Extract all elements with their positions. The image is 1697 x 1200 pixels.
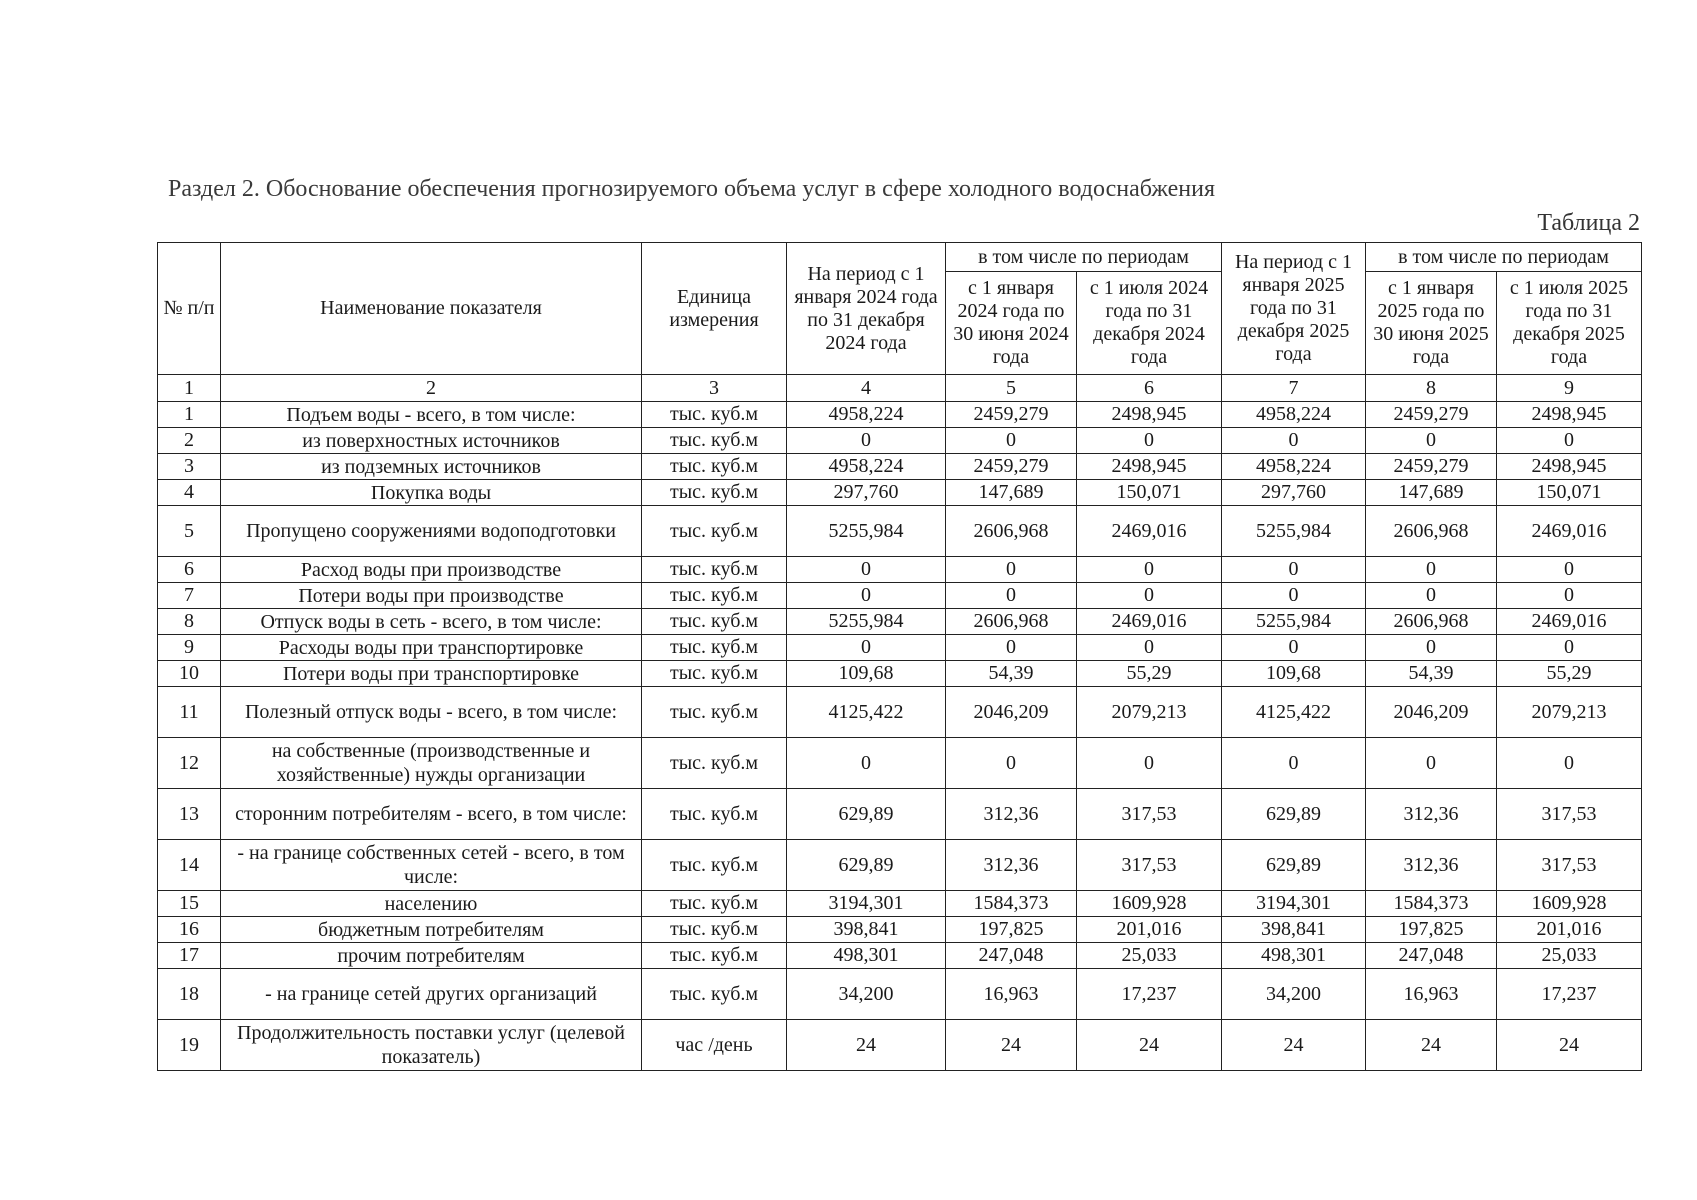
table-row bbox=[158, 738, 1642, 789]
column-number: 4 bbox=[787, 375, 946, 402]
value-cell: 2606,968 bbox=[946, 506, 1077, 557]
table-row bbox=[158, 454, 1642, 480]
section-title: Раздел 2. Обоснование обеспечения прогнозируемого объема услуг в сфере холодного водоснабжения bbox=[168, 176, 1215, 202]
value-cell: 1609,928 bbox=[1077, 891, 1222, 917]
indicator-name: на собственные (производственные и хозяйственные) нужды организации bbox=[221, 738, 642, 789]
value-cell: 0 bbox=[1077, 583, 1222, 609]
unit: тыс. куб.м bbox=[642, 661, 787, 687]
value-cell: 0 bbox=[1077, 557, 1222, 583]
value-cell: 34,200 bbox=[787, 969, 946, 1020]
value-cell: 312,36 bbox=[946, 789, 1077, 840]
value-cell: 2469,016 bbox=[1077, 506, 1222, 557]
value-cell: 109,68 bbox=[787, 661, 946, 687]
value-cell: 0 bbox=[1222, 428, 1366, 454]
indicator-name: населению bbox=[221, 891, 642, 917]
value-cell: 0 bbox=[1497, 428, 1642, 454]
value-cell: 2606,968 bbox=[1366, 609, 1497, 635]
value-cell: 2498,945 bbox=[1497, 454, 1642, 480]
indicator-name: бюджетным потребителям bbox=[221, 917, 642, 943]
value-cell: 629,89 bbox=[787, 840, 946, 891]
value-cell: 197,825 bbox=[1366, 917, 1497, 943]
column-number: 1 bbox=[158, 375, 221, 402]
value-cell: 629,89 bbox=[1222, 840, 1366, 891]
unit: тыс. куб.м bbox=[642, 969, 787, 1020]
table-row bbox=[158, 1020, 1642, 1071]
table-row bbox=[158, 609, 1642, 635]
row-number: 10 bbox=[158, 661, 221, 687]
value-cell: 0 bbox=[1077, 428, 1222, 454]
column-numbers-row bbox=[158, 375, 1642, 402]
table-row bbox=[158, 969, 1642, 1020]
unit: тыс. куб.м bbox=[642, 557, 787, 583]
value-cell: 24 bbox=[1497, 1020, 1642, 1071]
indicator-name: - на границе собственных сетей - всего, в том числе: bbox=[221, 840, 642, 891]
indicator-name: из поверхностных источников bbox=[221, 428, 642, 454]
table-row bbox=[158, 428, 1642, 454]
value-cell: 2459,279 bbox=[946, 454, 1077, 480]
value-cell: 2459,279 bbox=[1366, 402, 1497, 428]
value-cell: 2606,968 bbox=[946, 609, 1077, 635]
table-row bbox=[158, 891, 1642, 917]
indicator-name: из подземных источников bbox=[221, 454, 642, 480]
unit: тыс. куб.м bbox=[642, 943, 787, 969]
indicator-name: Потери воды при транспортировке bbox=[221, 661, 642, 687]
value-cell: 0 bbox=[1222, 583, 1366, 609]
value-cell: 55,29 bbox=[1497, 661, 1642, 687]
value-cell: 2046,209 bbox=[1366, 687, 1497, 738]
value-cell: 629,89 bbox=[1222, 789, 1366, 840]
value-cell: 0 bbox=[787, 635, 946, 661]
row-number: 9 bbox=[158, 635, 221, 661]
value-cell: 247,048 bbox=[946, 943, 1077, 969]
indicator-name: Расходы воды при транспортировке bbox=[221, 635, 642, 661]
value-cell: 317,53 bbox=[1077, 789, 1222, 840]
water-supply-table bbox=[157, 242, 1642, 1071]
header-period-2025: На период с 1 января 2025 года по 31 декабря 2025 года bbox=[1222, 243, 1366, 375]
row-number: 7 bbox=[158, 583, 221, 609]
table-row bbox=[158, 635, 1642, 661]
column-number: 5 bbox=[946, 375, 1077, 402]
header-period-2024: На период с 1 января 2024 года по 31 декабря 2024 года bbox=[787, 243, 946, 375]
value-cell: 2046,209 bbox=[946, 687, 1077, 738]
value-cell: 4958,224 bbox=[1222, 454, 1366, 480]
row-number: 6 bbox=[158, 557, 221, 583]
value-cell: 0 bbox=[787, 738, 946, 789]
row-number: 1 bbox=[158, 402, 221, 428]
value-cell: 317,53 bbox=[1077, 840, 1222, 891]
value-cell: 2498,945 bbox=[1077, 454, 1222, 480]
row-number: 18 bbox=[158, 969, 221, 1020]
value-cell: 34,200 bbox=[1222, 969, 1366, 1020]
indicator-name: Продолжительность поставки услуг (целевой показатель) bbox=[221, 1020, 642, 1071]
value-cell: 150,071 bbox=[1497, 480, 1642, 506]
value-cell: 0 bbox=[1497, 557, 1642, 583]
unit: час /день bbox=[642, 1020, 787, 1071]
value-cell: 150,071 bbox=[1077, 480, 1222, 506]
value-cell: 2469,016 bbox=[1497, 506, 1642, 557]
header-h1-2024: с 1 января 2024 года по 30 июня 2024 года bbox=[946, 272, 1077, 375]
unit: тыс. куб.м bbox=[642, 402, 787, 428]
value-cell: 1584,373 bbox=[1366, 891, 1497, 917]
value-cell: 0 bbox=[1366, 557, 1497, 583]
value-cell: 1609,928 bbox=[1497, 891, 1642, 917]
value-cell: 0 bbox=[1366, 428, 1497, 454]
column-number: 2 bbox=[221, 375, 642, 402]
unit: тыс. куб.м bbox=[642, 480, 787, 506]
indicator-name: - на границе сетей других организаций bbox=[221, 969, 642, 1020]
header-h1-2025: с 1 января 2025 года по 30 июня 2025 года bbox=[1366, 272, 1497, 375]
value-cell: 0 bbox=[1366, 738, 1497, 789]
value-cell: 498,301 bbox=[787, 943, 946, 969]
row-number: 11 bbox=[158, 687, 221, 738]
header-h2-2024: с 1 июля 2024 года по 31 декабря 2024 года bbox=[1077, 272, 1222, 375]
value-cell: 0 bbox=[946, 583, 1077, 609]
value-cell: 24 bbox=[1077, 1020, 1222, 1071]
value-cell: 2469,016 bbox=[1497, 609, 1642, 635]
value-cell: 247,048 bbox=[1366, 943, 1497, 969]
row-number: 3 bbox=[158, 454, 221, 480]
unit: тыс. куб.м bbox=[642, 891, 787, 917]
table-row bbox=[158, 583, 1642, 609]
header-h2-2025: с 1 июля 2025 года по 31 декабря 2025 года bbox=[1497, 272, 1642, 375]
value-cell: 0 bbox=[1222, 635, 1366, 661]
value-cell: 398,841 bbox=[787, 917, 946, 943]
value-cell: 4958,224 bbox=[787, 402, 946, 428]
indicator-name: Отпуск воды в сеть - всего, в том числе: bbox=[221, 609, 642, 635]
value-cell: 3194,301 bbox=[787, 891, 946, 917]
row-number: 8 bbox=[158, 609, 221, 635]
table-row bbox=[158, 789, 1642, 840]
unit: тыс. куб.м bbox=[642, 789, 787, 840]
value-cell: 2498,945 bbox=[1077, 402, 1222, 428]
table-label: Таблица 2 bbox=[1537, 210, 1640, 236]
value-cell: 0 bbox=[1077, 635, 1222, 661]
value-cell: 0 bbox=[1497, 738, 1642, 789]
value-cell: 2079,213 bbox=[1497, 687, 1642, 738]
row-number: 13 bbox=[158, 789, 221, 840]
table-body bbox=[158, 375, 1642, 1071]
table-row bbox=[158, 402, 1642, 428]
unit: тыс. куб.м bbox=[642, 917, 787, 943]
indicator-name: прочим потребителям bbox=[221, 943, 642, 969]
value-cell: 297,760 bbox=[1222, 480, 1366, 506]
value-cell: 25,033 bbox=[1077, 943, 1222, 969]
table-row bbox=[158, 506, 1642, 557]
value-cell: 5255,984 bbox=[1222, 609, 1366, 635]
column-number: 9 bbox=[1497, 375, 1642, 402]
value-cell: 197,825 bbox=[946, 917, 1077, 943]
table-row bbox=[158, 917, 1642, 943]
value-cell: 16,963 bbox=[946, 969, 1077, 1020]
column-number: 8 bbox=[1366, 375, 1497, 402]
value-cell: 312,36 bbox=[1366, 840, 1497, 891]
table-row bbox=[158, 687, 1642, 738]
value-cell: 0 bbox=[1366, 635, 1497, 661]
value-cell: 16,963 bbox=[1366, 969, 1497, 1020]
value-cell: 54,39 bbox=[1366, 661, 1497, 687]
unit: тыс. куб.м bbox=[642, 687, 787, 738]
value-cell: 24 bbox=[946, 1020, 1077, 1071]
column-number: 7 bbox=[1222, 375, 1366, 402]
value-cell: 5255,984 bbox=[787, 609, 946, 635]
value-cell: 0 bbox=[946, 635, 1077, 661]
unit: тыс. куб.м bbox=[642, 506, 787, 557]
header-incl-periods-2025: в том числе по периодам bbox=[1366, 243, 1642, 272]
value-cell: 0 bbox=[1222, 738, 1366, 789]
indicator-name: Пропущено сооружениями водоподготовки bbox=[221, 506, 642, 557]
value-cell: 0 bbox=[787, 583, 946, 609]
value-cell: 0 bbox=[1366, 583, 1497, 609]
value-cell: 2459,279 bbox=[1366, 454, 1497, 480]
value-cell: 24 bbox=[1366, 1020, 1497, 1071]
row-number: 2 bbox=[158, 428, 221, 454]
row-number: 15 bbox=[158, 891, 221, 917]
value-cell: 54,39 bbox=[946, 661, 1077, 687]
indicator-name: Подъем воды - всего, в том числе: bbox=[221, 402, 642, 428]
indicator-name: Покупка воды bbox=[221, 480, 642, 506]
row-number: 4 bbox=[158, 480, 221, 506]
header-incl-periods-2024: в том числе по периодам bbox=[946, 243, 1222, 272]
value-cell: 4125,422 bbox=[1222, 687, 1366, 738]
value-cell: 0 bbox=[1077, 738, 1222, 789]
value-cell: 1584,373 bbox=[946, 891, 1077, 917]
row-number: 16 bbox=[158, 917, 221, 943]
value-cell: 17,237 bbox=[1497, 969, 1642, 1020]
indicator-name: Расход воды при производстве bbox=[221, 557, 642, 583]
value-cell: 2079,213 bbox=[1077, 687, 1222, 738]
value-cell: 0 bbox=[946, 428, 1077, 454]
value-cell: 109,68 bbox=[1222, 661, 1366, 687]
value-cell: 498,301 bbox=[1222, 943, 1366, 969]
table-row bbox=[158, 480, 1642, 506]
table-row bbox=[158, 840, 1642, 891]
value-cell: 5255,984 bbox=[787, 506, 946, 557]
row-number: 5 bbox=[158, 506, 221, 557]
header-num: № п/п bbox=[158, 243, 221, 375]
unit: тыс. куб.м bbox=[642, 428, 787, 454]
table-row bbox=[158, 557, 1642, 583]
unit: тыс. куб.м bbox=[642, 609, 787, 635]
value-cell: 0 bbox=[787, 557, 946, 583]
value-cell: 629,89 bbox=[787, 789, 946, 840]
value-cell: 4958,224 bbox=[1222, 402, 1366, 428]
value-cell: 0 bbox=[1497, 635, 1642, 661]
table-row bbox=[158, 661, 1642, 687]
row-number: 12 bbox=[158, 738, 221, 789]
unit: тыс. куб.м bbox=[642, 583, 787, 609]
value-cell: 24 bbox=[787, 1020, 946, 1071]
value-cell: 398,841 bbox=[1222, 917, 1366, 943]
value-cell: 2498,945 bbox=[1497, 402, 1642, 428]
unit: тыс. куб.м bbox=[642, 840, 787, 891]
indicator-name: Полезный отпуск воды - всего, в том числе: bbox=[221, 687, 642, 738]
value-cell: 17,237 bbox=[1077, 969, 1222, 1020]
value-cell: 24 bbox=[1222, 1020, 1366, 1071]
value-cell: 147,689 bbox=[946, 480, 1077, 506]
value-cell: 317,53 bbox=[1497, 840, 1642, 891]
value-cell: 201,016 bbox=[1497, 917, 1642, 943]
header-unit: Единица измерения bbox=[642, 243, 787, 375]
value-cell: 312,36 bbox=[946, 840, 1077, 891]
value-cell: 4958,224 bbox=[787, 454, 946, 480]
value-cell: 147,689 bbox=[1366, 480, 1497, 506]
table-row bbox=[158, 943, 1642, 969]
value-cell: 0 bbox=[946, 738, 1077, 789]
unit: тыс. куб.м bbox=[642, 454, 787, 480]
indicator-name: сторонним потребителям - всего, в том числе: bbox=[221, 789, 642, 840]
value-cell: 201,016 bbox=[1077, 917, 1222, 943]
row-number: 19 bbox=[158, 1020, 221, 1071]
value-cell: 0 bbox=[1497, 583, 1642, 609]
value-cell: 55,29 bbox=[1077, 661, 1222, 687]
value-cell: 25,033 bbox=[1497, 943, 1642, 969]
header-name: Наименование показателя bbox=[221, 243, 642, 375]
value-cell: 0 bbox=[1222, 557, 1366, 583]
value-cell: 5255,984 bbox=[1222, 506, 1366, 557]
unit: тыс. куб.м bbox=[642, 738, 787, 789]
column-number: 3 bbox=[642, 375, 787, 402]
value-cell: 317,53 bbox=[1497, 789, 1642, 840]
value-cell: 0 bbox=[787, 428, 946, 454]
value-cell: 2459,279 bbox=[946, 402, 1077, 428]
value-cell: 297,760 bbox=[787, 480, 946, 506]
value-cell: 2469,016 bbox=[1077, 609, 1222, 635]
unit: тыс. куб.м bbox=[642, 635, 787, 661]
value-cell: 2606,968 bbox=[1366, 506, 1497, 557]
value-cell: 3194,301 bbox=[1222, 891, 1366, 917]
row-number: 17 bbox=[158, 943, 221, 969]
value-cell: 4125,422 bbox=[787, 687, 946, 738]
indicator-name: Потери воды при производстве bbox=[221, 583, 642, 609]
row-number: 14 bbox=[158, 840, 221, 891]
column-number: 6 bbox=[1077, 375, 1222, 402]
value-cell: 0 bbox=[946, 557, 1077, 583]
value-cell: 312,36 bbox=[1366, 789, 1497, 840]
